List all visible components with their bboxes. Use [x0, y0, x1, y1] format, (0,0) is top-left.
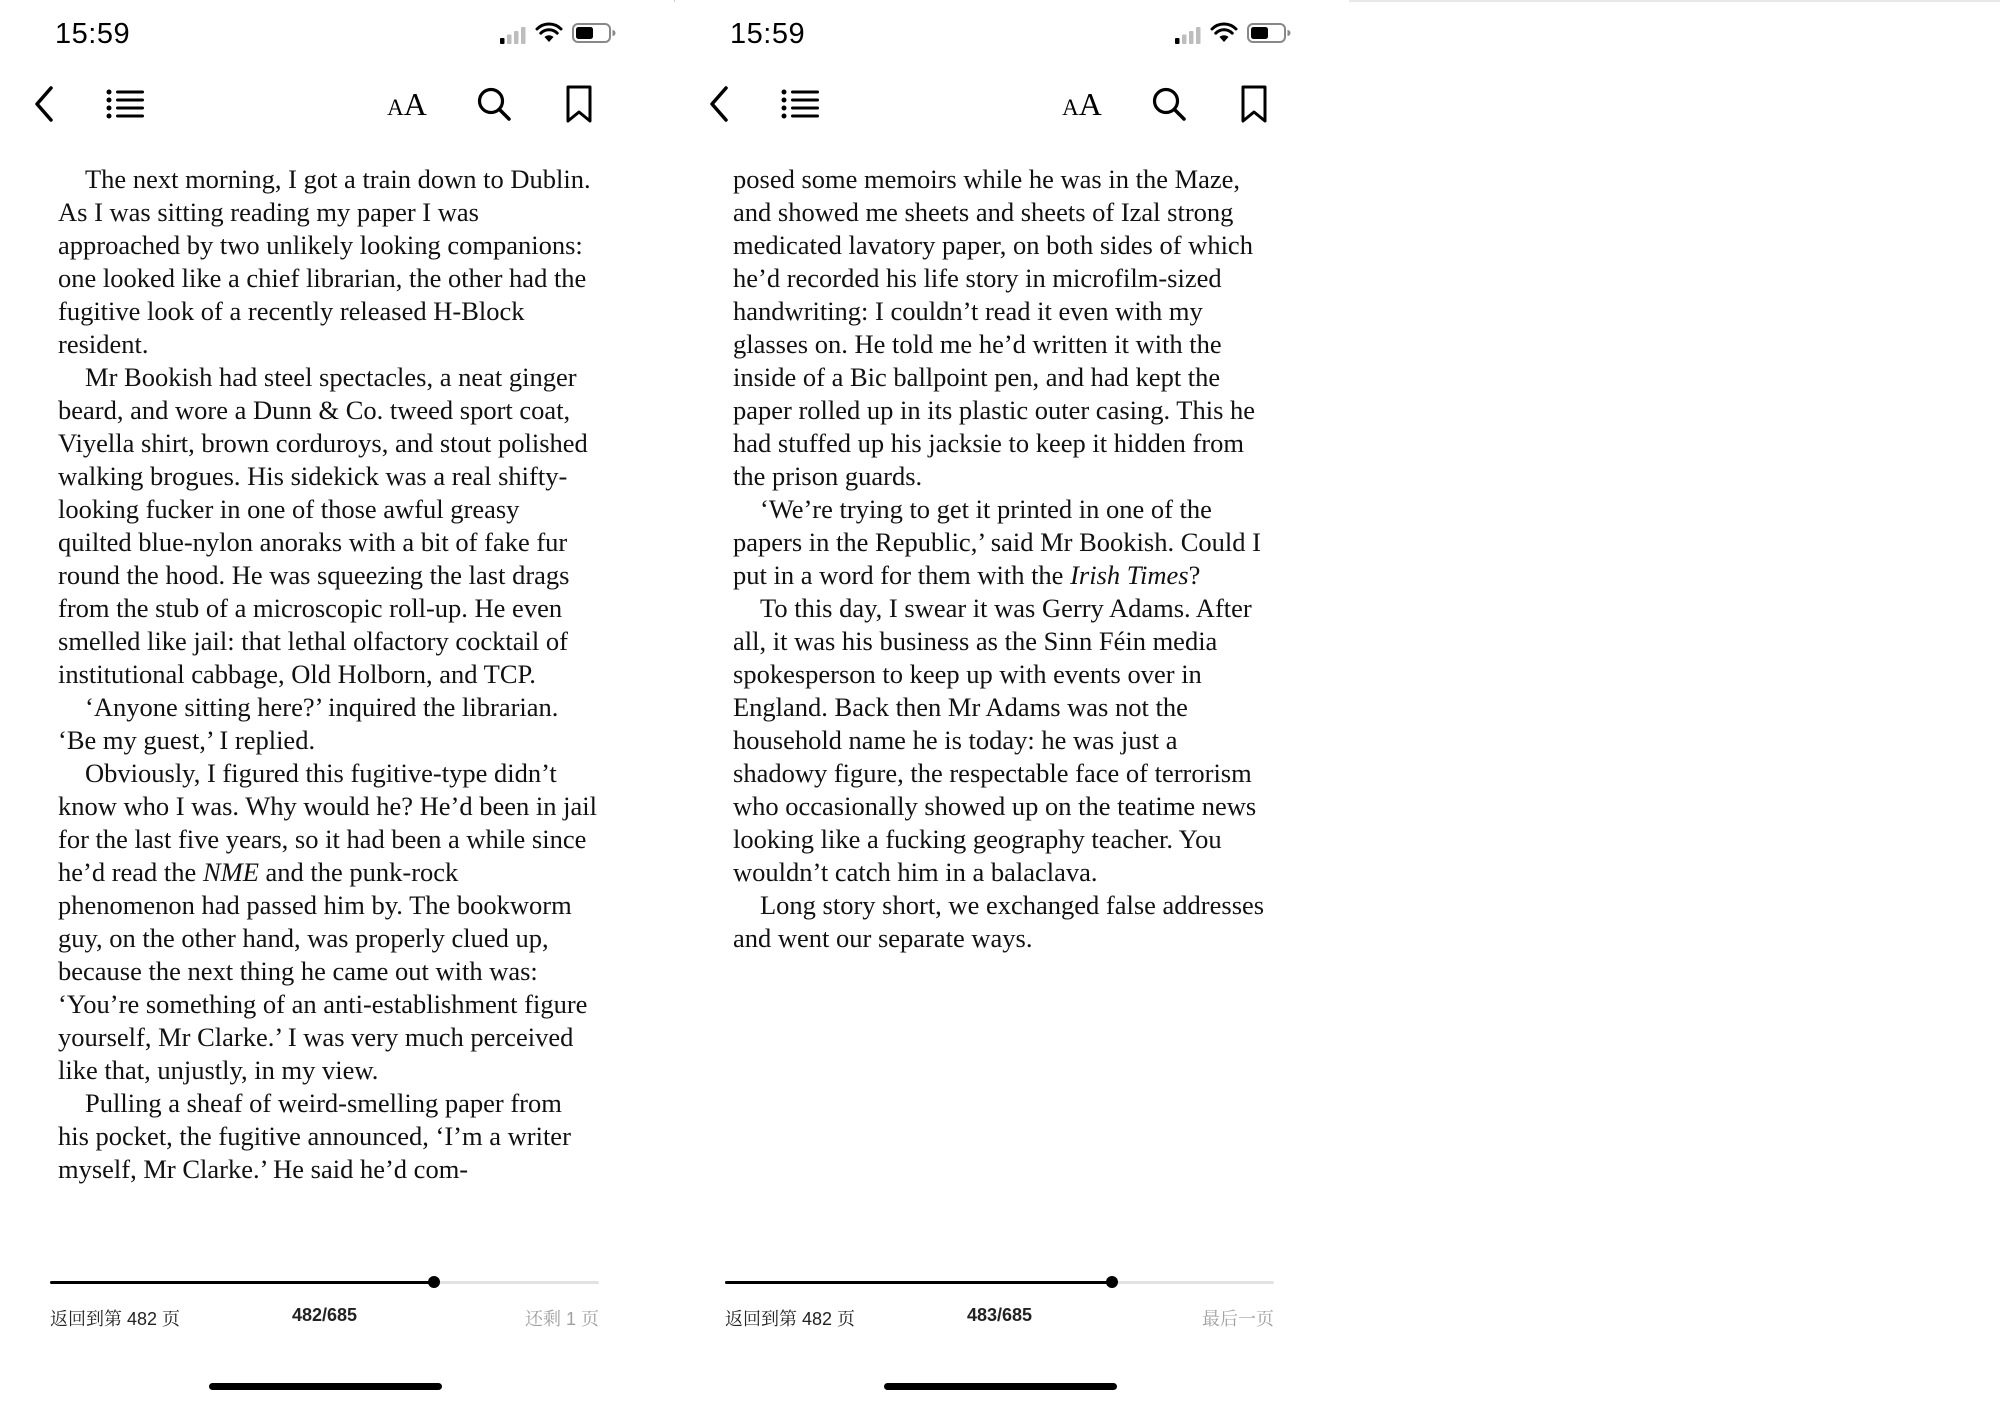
bookmark-icon — [565, 85, 593, 123]
bookmark-button[interactable] — [561, 80, 597, 128]
progress-knob[interactable] — [1106, 1276, 1118, 1288]
paragraph — [733, 493, 1273, 592]
paragraph: posed some memoirs while he was in the Maze, and showed me sheets and sheets of Izal strong medicated lavatory paper, on both sides of which he’d recorded his life story in microfilm-sized handwriting: I couldn’t read it even with my glasses on. He told me he’d written it with the inside of a Bic ballpoint pen, and had kept the paper rolled up in its plastic outer casing. This he had stuffed up his jacksie to keep it hidden from the prison guards. — [733, 164, 1256, 491]
status-bar — [0, 0, 674, 70]
search-icon — [476, 86, 512, 122]
search-icon — [1151, 86, 1187, 122]
paragraph: ‘Be my guest,’ I replied. — [58, 725, 316, 755]
progress-fill — [50, 1281, 434, 1284]
bookmark-button[interactable] — [1236, 80, 1272, 128]
chevron-left-icon — [33, 86, 55, 122]
paragraph-text: and the punk-rock phenomenon had passed him by. The bookworm guy, on the other hand, was properly clued up, because the next thing he came out with was: ‘You’re something of an anti-establishment figure yourself, Mr Clarke.’ I was very much perceived like that, unjustly, in my view. — [58, 857, 588, 1085]
paragraph-text: ‘We’re trying to get it printed in one of the papers in the Republic,’ said Mr Bookish. Could I put in a word for them with the — [733, 494, 1261, 590]
status-bar — [675, 0, 1349, 70]
wifi-icon — [535, 22, 563, 43]
paragraph: To this day, I swear it was Gerry Adams. After all, it was his business as the Sinn Féin media spokesperson to keep up with events over in England. Back then Mr Adams was not the household name he is today: he was just a shadowy figure, the respectable face of terrorism who occasionally showed up on the teatime news looking like a fucking geography teacher. You wouldn’t catch him in a balaclava. — [733, 593, 1257, 887]
paragraph — [58, 757, 598, 1087]
paragraph-text: ? — [1188, 560, 1201, 590]
status-time: 15:59 — [730, 18, 806, 50]
page-number: 482/685 — [291, 1305, 358, 1325]
font-size-button[interactable] — [381, 80, 433, 128]
back-button[interactable] — [26, 80, 62, 128]
reader-screen-left — [0, 0, 674, 1405]
table-of-contents-icon — [781, 89, 819, 119]
italic-title: Irish Times — [1070, 560, 1189, 590]
cellular-signal-icon — [500, 26, 527, 44]
paragraph-text: Obviously, I figured this fugitive-type didn’t know who I was. Why would he? He’d been in jail for the last five years, so it had been a while since he’d read the — [58, 758, 597, 887]
page-text — [733, 163, 1273, 1253]
chevron-left-icon — [708, 86, 730, 122]
font-size-icon: AA — [1062, 86, 1102, 122]
table-of-contents-icon — [106, 89, 144, 119]
page-footer — [50, 1305, 599, 1335]
page-text — [58, 163, 598, 1253]
page-footer — [725, 1305, 1274, 1335]
battery-icon — [1247, 23, 1291, 43]
bookmark-icon — [1240, 85, 1268, 123]
pages-remaining: 最后一页 — [1202, 1309, 1274, 1329]
battery-icon — [572, 23, 616, 43]
progress-knob[interactable] — [428, 1276, 440, 1288]
font-size-button[interactable] — [1056, 80, 1108, 128]
return-to-page-link[interactable]: 返回到第 482 页 — [725, 1309, 856, 1329]
table-of-contents-button[interactable] — [778, 80, 822, 128]
search-button[interactable] — [1147, 80, 1191, 128]
reader-screen-right — [675, 0, 1349, 1405]
reader-toolbar — [675, 80, 1349, 130]
status-time: 15:59 — [55, 18, 131, 50]
reader-toolbar — [0, 80, 674, 130]
paragraph: Pulling a sheaf of weird-smelling paper from his pocket, the fugitive announced, ‘I’m a writer myself, Mr Clarke.’ He said he’d com- — [58, 1088, 571, 1184]
pages-remaining: 还剩 1 页 — [524, 1309, 599, 1329]
italic-title: NME — [202, 857, 259, 887]
home-indicator[interactable] — [884, 1383, 1117, 1390]
page-number: 483/685 — [966, 1305, 1033, 1325]
paragraph: Long story short, we exchanged false addresses and went our separate ways. — [733, 890, 1265, 953]
reading-progress-slider[interactable] — [725, 1272, 1274, 1292]
return-to-page-link[interactable]: 返回到第 482 页 — [50, 1309, 181, 1329]
search-button[interactable] — [472, 80, 516, 128]
paragraph: Mr Bookish had steel spectacles, a neat ginger beard, and wore a Dunn & Co. tweed sport coat, Viyella shirt, brown corduroys, and stout polished walking brogues. His sidekick was a real shifty-looking fucker in one of those awful greasy quilted blue-nylon anoraks with a bit of fake fur round the hood. He was squeezing the last drags from the stub of a microscopic roll-up. He even smelled like jail: that lethal olfactory cocktail of institutional cabbage, Old Holborn, and TCP. — [58, 362, 588, 689]
back-button[interactable] — [701, 80, 737, 128]
font-size-icon: AA — [387, 86, 427, 122]
wifi-icon — [1210, 22, 1238, 43]
home-indicator[interactable] — [209, 1383, 442, 1390]
progress-fill — [725, 1281, 1112, 1284]
reading-progress-slider[interactable] — [50, 1272, 599, 1292]
paragraph: ‘Anyone sitting here?’ inquired the librarian. — [85, 692, 559, 722]
paragraph: The next morning, I got a train down to Dublin. As I was sitting reading my paper I was approached by two unlikely looking companions: one looked like a chief librarian, the other had the fugitive look of a recently released H-Block resident. — [58, 164, 591, 359]
cellular-signal-icon — [1175, 26, 1202, 44]
table-of-contents-button[interactable] — [103, 80, 147, 128]
